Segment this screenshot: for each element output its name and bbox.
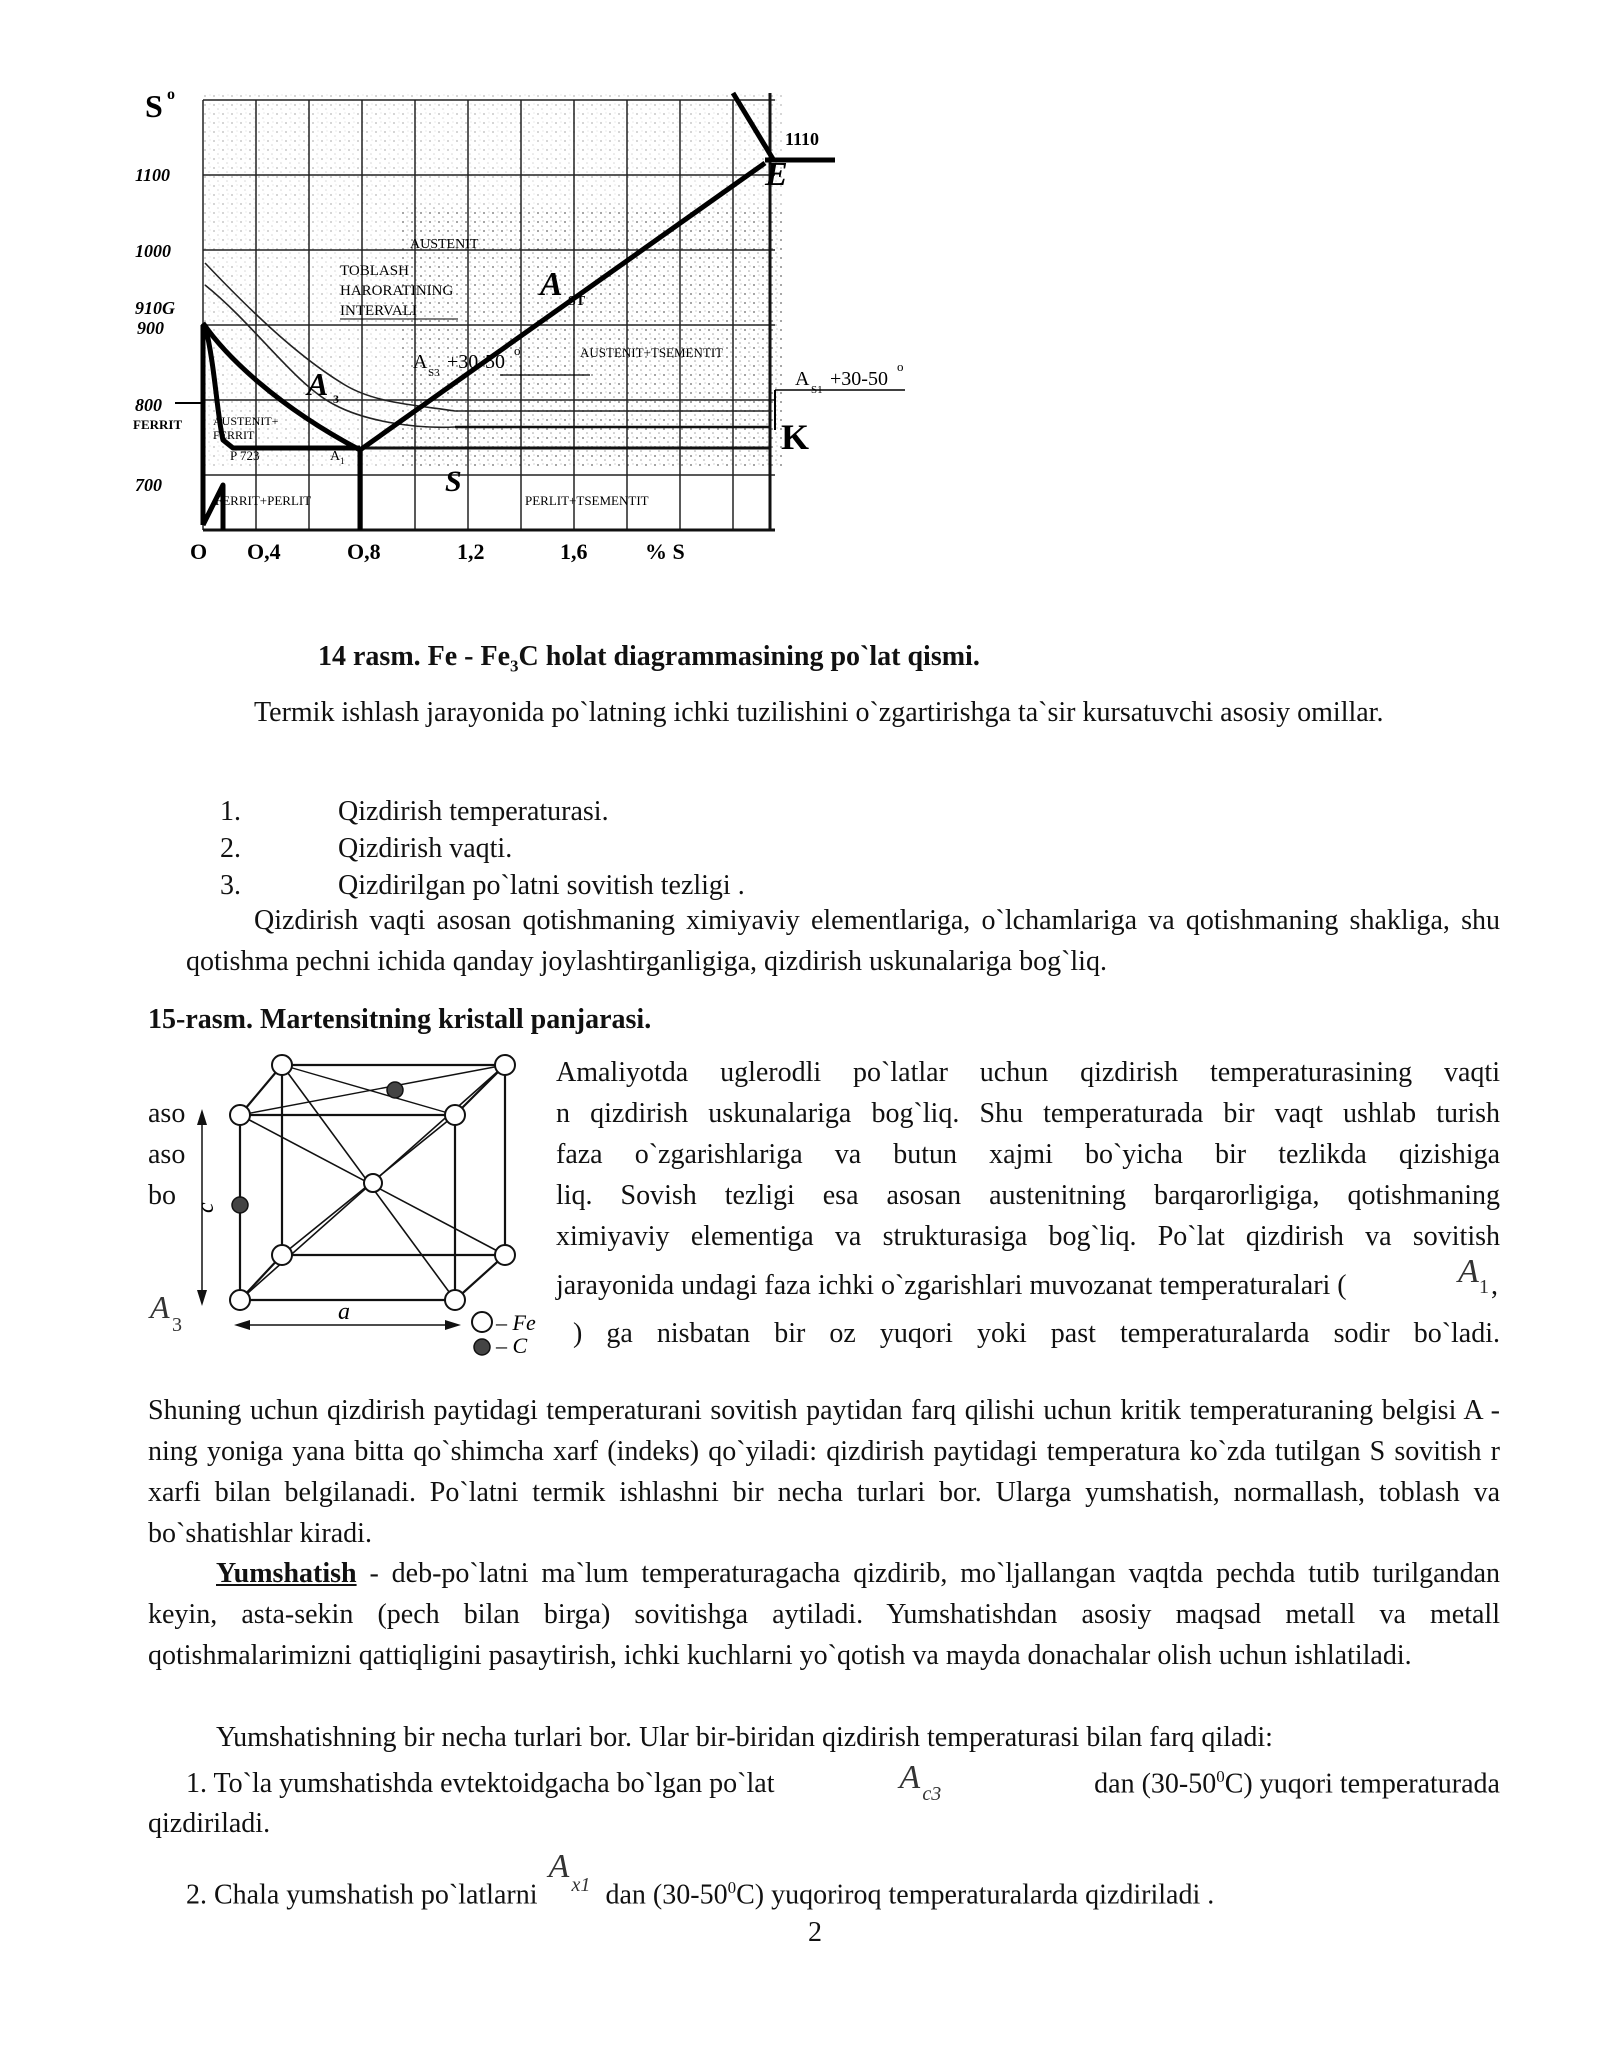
y-tick-800: 800 [135,395,162,415]
paragraph-critical-temp: Shuning uchun qizdirish paytidagi temperaturani sovitish paytidan farq qilishi uchun kritik temperaturaning belgisi A - ning yoniga yana bitta qo`shimcha xarf (indeks) qo`yiladi: qizdirish paytidagi temperatura ko`zda tutilgan S sovitish r xarfi bilan belgilanadi. Po`latni termik ishlashni bir necha turlari bor. Ularga yumshatish, normallash, toblash va bo`shatishlar kiradi. [148,1395,1500,1549]
a3-symbol-sub: 3 [172,1314,182,1336]
a1-symbol-sub: 1 [1479,1276,1489,1298]
list-num: 1. [220,796,241,827]
x-tick-0: O [190,539,208,564]
wrap-line-4-right: liq. Sovish tezligi esa asosan austenitning barqarorligiga, qotishmaning [556,1180,1500,1211]
wrap-line-6-text: jarayonida undagi faza ichki o`zgarishlari muvozanat temperaturalari ( [556,1270,1347,1301]
region-austenit: AUSTENIT [410,237,479,252]
point-s: S [445,465,462,498]
wrap-line-6 [148,1253,1500,1307]
figure-14-caption [318,640,980,684]
page-number: 2 [808,1917,822,1948]
point-e: E [765,156,788,193]
as1-sup: o [897,359,904,374]
y-ferrit-label: FERRIT [133,417,183,432]
ac3-sub: c3 [922,1783,942,1805]
list-text: Qizdirish temperaturasi. [338,796,609,827]
ax1-sub: x1 [571,1874,591,1897]
as1-sub: S1 [811,384,823,396]
as3-sub: S3 [428,367,440,379]
wrap-line-6-comma: , [1491,1270,1498,1301]
dim-c-label: c [193,1202,219,1213]
as3-rest: +30-50 [447,351,505,373]
list-item [220,867,745,904]
list-item [220,830,745,867]
as3-sup: o [514,343,521,358]
toblash-line1: TOBLASH [340,263,409,279]
x-tick-12: 1,2 [457,539,485,564]
wrap-line-7 [148,1289,1500,1353]
wrap-line-7-text: ) ga nisbatan bir oz yuqori yoki past temperaturalarda sodir bo`ladi. [573,1318,1500,1349]
as1-rest: +30-50 [830,368,888,390]
temp-1110: 1110 [785,129,820,149]
toblash-line3: INTERVALI [340,303,417,319]
wrap-line-5-text: ximiyaviy elementiga va strukturasiga bog`liq. Po`lat qizdirish va sovitish [556,1221,1500,1252]
y-tick-910g: 910G [135,298,175,318]
list-num: 3. [220,870,241,901]
list-text: Qizdirilgan po`latni sovitish tezligi . [338,870,745,901]
a3-label: A [307,366,329,402]
caption14-pre: 14 rasm. Fe - Fe [318,641,511,672]
item1-line1 [148,1759,1500,1805]
toblash-line2: HARORATINING [340,283,454,299]
ac3-a: A [899,1759,921,1796]
ax1-symbol [545,1848,599,1903]
figure-15-caption: 15-rasm. Martensitning kristall panjarasi. [148,1004,652,1035]
annealing-item-2 [186,1848,1215,1915]
fe-fe3c-diagram [133,85,905,575]
a3-sub: 3 [333,392,339,406]
factor-list [220,793,745,904]
paragraph-heating-time: Qizdirish vaqti asosan qotishmaning ximiyaviy elementlariga, o`lchamlariga va qotishmaning shakliga, shu qotishma pechni ichida qanday joylashtirganligiga, qizdirish uskunalariga bog`liq. [186,905,1500,977]
paragraph-types: Yumshatishning bir necha turlari bor. Ular bir-biridan qizdirish temperaturasi bilan farq qiladi: [216,1722,1273,1753]
legend-fe-text: – Fe [496,1310,536,1335]
x-tick-pct-s: % S [645,539,685,564]
x-tick-04: O,4 [247,539,281,564]
point-k: K [781,417,810,457]
item2-mid: dan (30-50 [605,1879,728,1911]
paragraph-factors: Termik ishlash jarayonida po`latning ichki tuzilishini o`zgartirishga ta`sir kursatuvchi asosiy omillar. [254,697,1384,728]
paragraph-yumshatish [148,1553,1500,1676]
item2-sup: 0 [727,1878,737,1897]
as3-label: A [413,351,428,373]
region-perlit-tsementit: PERLIT+TSEMENTIT [525,493,649,508]
region-austenit-tsementit: AUSTENIT+TSEMENTIT [580,345,724,360]
y-axis-label-sup: o [167,86,175,103]
yumshatish-definition: - deb-po`latni ma`lum temperaturagacha qizdirib, mo`ljallangan vaqtda pechda tutib turilgandan keyin, asta-sekin (pech bilan birga) sovitishga aytiladi. Yumshatishdan asosiy maqsad metall va metall qotishmalarimizni qattiqligini pasaytirish, ichki kuchlarni yo`qotish va mayda donachalar olish uchun ishlatiladi. [148,1558,1500,1671]
wrap-line-3-right: faza o`zgarishlariga va butun xajmi bo`yicha bir tezlikda qizishiga [556,1139,1500,1170]
wrap-line-5 [148,1216,1500,1257]
y-axis-label: S [145,88,163,124]
term-yumshatish: Yumshatish [216,1558,357,1589]
caption14-post: C holat diagrammasining po`lat qismi. [518,641,980,672]
region-ferrit-perlit: FERRIT+PERLIT [215,493,312,508]
ast-label: A [540,266,563,303]
wrap-line-2 [148,1093,1500,1134]
wrap-line-2-right: n qizdirish uskunalariga bog`liq. Shu temperaturada bir vaqt ushlab turish [556,1098,1500,1129]
a1-label: A [330,449,341,464]
list-item [220,793,745,830]
y-tick-700: 700 [135,475,162,495]
x-tick-08: O,8 [347,539,381,564]
a3-symbol: A [150,1289,170,1325]
a1-sub: 1 [340,456,345,466]
wrap-line-4-left: bo [148,1180,176,1211]
region-austenit-ferrit-1: AUSTENIT+ [213,414,279,428]
item1-line2: qizdiriladi. [148,1808,271,1839]
wrapped-paragraph [148,1052,1500,1353]
wrap-line-4 [148,1175,1500,1216]
y-tick-900: 900 [137,318,164,338]
item1-post: C) yuqori temperaturada [1224,1768,1500,1799]
wrap-line-1 [148,1052,1500,1093]
annealing-item-1 [148,1759,1500,1844]
item2-post: C) yuqoriroq temperaturalarda qizdiriladi . [736,1879,1215,1911]
wrap-line-2-left: aso [148,1098,186,1129]
ast-sub: ST [568,294,586,309]
caption14-sub: 3 [510,656,519,676]
list-text: Qizdirish vaqti. [338,833,513,864]
item2-pre: 2. Chala yumshatish po`latlarni [186,1879,538,1911]
y-tick-1000: 1000 [135,241,171,261]
wrap-line-3-left: aso [148,1139,186,1170]
a1-symbol: A [1458,1253,1479,1290]
wrap-line-1-text: Amaliyotda uglerodli po`latlar uchun qizdirish temperaturasining vaqti [556,1057,1500,1088]
as1-label: A [795,368,810,390]
legend-c-text: – C [496,1333,528,1358]
item1-sup: 0 [1216,1766,1225,1786]
ax1-a: A [548,1848,570,1886]
p723-label: P 723 [230,448,260,463]
y-tick-1100: 1100 [135,165,171,185]
list-num: 2. [220,833,241,864]
region-austenit-ferrit-2: FERRIT [213,428,255,442]
wrap-line-3 [148,1134,1500,1175]
item1-mid: dan (30-50 [1094,1768,1217,1799]
item1-pre: 1. To`la yumshatishda evtektoidgacha bo`lgan po`lat [186,1768,775,1799]
x-tick-16: 1,6 [560,539,588,564]
item1-mid-group [1094,1757,1500,1804]
dim-a-label: a [338,1299,350,1325]
